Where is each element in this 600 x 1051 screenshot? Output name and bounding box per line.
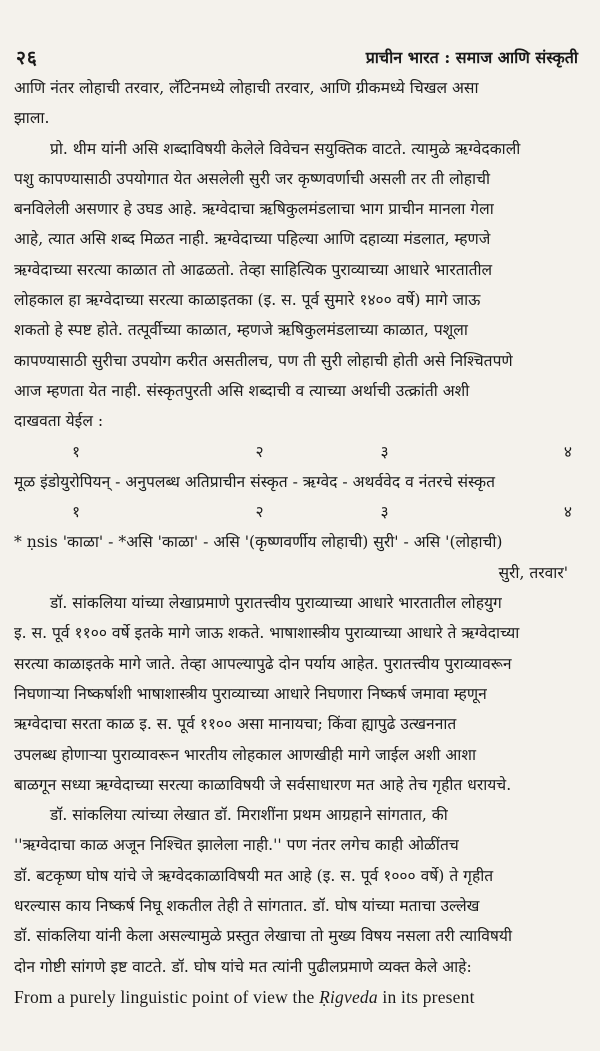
stage-number: १ xyxy=(72,503,81,522)
text-line: आज म्हणता येत नाही. संस्कृतपुरती असि शब्दाची व त्याच्या अर्थाची उत्क्रांती अशी xyxy=(14,381,470,400)
text-line: आहे, त्यात असि शब्द मिळत नाही. ऋग्वेदाच्या पहिल्या आणि दहाव्या मंडलात, म्हणजे xyxy=(14,230,491,249)
stage-number: १ xyxy=(72,442,81,461)
text-line: इ. स. पूर्व ११०० वर्षे इतके मागे जाऊ शकते. भाषाशास्त्रीय पुराव्याच्या आधारे ते ऋग्वेदाच्या xyxy=(14,624,520,643)
text-line: मूळ इंडोयुरोपियन् - अनुपलब्ध अतिप्राचीन संस्कृत - ऋग्वेद - अथर्ववेद व नंतरचे संस्कृत xyxy=(14,472,495,491)
text-line: * ṇsis 'काळा' - *असि 'काळा' - असि '(कृष्णवर्णीय लोहाची) सुरी' - असि '(लोहाची) xyxy=(14,533,503,552)
text-line: पशु कापण्यासाठी उपयोगात येत असलेली सुरी जर कृष्णवर्णाची असली तर ती लोहाची xyxy=(14,169,491,188)
text-line: ऋग्वेदाच्या सरत्या काळात तो आढळतो. तेव्हा साहित्यिक पुराव्याच्या आधारे भारतातील xyxy=(14,260,493,279)
stage-number: ४ xyxy=(563,442,572,461)
text-line: प्रो. थीम यांनी असि शब्दाविषयी केलेले विवेचन सयुक्तिक वाटते. त्यामुळे ऋग्वेदकाली xyxy=(50,139,521,158)
text-line: सुरी, तरवार' xyxy=(498,563,568,582)
text-line: डॉ. सांकलिया त्यांच्या लेखात डॉ. मिराशींना प्रथम आग्रहाने सांगतात, की xyxy=(50,806,448,825)
page-number: २६ xyxy=(16,47,38,69)
text-line: बनविलेली असणार हे उघड आहे. ऋग्वेदाचा ऋषिकुलमंडलाचा भाग प्राचीन मानला गेला xyxy=(14,200,494,219)
english-quote-line xyxy=(14,982,586,1012)
text-line: कापण्यासाठी सुरीचा उपयोग करीत असतीलच, पण ती सुरी लोहाची होती असे निश्चितपणे xyxy=(14,351,513,370)
stage-number: २ xyxy=(255,442,264,461)
stage-number: २ xyxy=(255,503,264,522)
text-line: ''ऋग्वेदाचा काळ अजून निश्चित झालेला नाही.'' पण नंतर लगेच काही ओळींतच xyxy=(14,836,459,855)
text-line: लोहकाल हा ऋग्वेदाच्या सरत्या काळाइतका (इ. स. पूर्व सुमारे १४०० वर्षे) मागे जाऊ xyxy=(14,291,481,310)
rigveda-italic: Ṛigveda xyxy=(319,986,378,1007)
text-line: आणि नंतर लोहाची तरवार, लॅटिनमध्ये लोहाची तरवार, आणि ग्रीकमध्ये चिखल असा xyxy=(14,79,479,97)
stage-number: ३ xyxy=(380,442,389,461)
stage-number: ४ xyxy=(563,503,572,522)
text-line: शकतो हे स्पष्ट होते. तत्पूर्वीच्या काळात, म्हणजे ऋषिकुलमंडलाच्या काळात, पशूला xyxy=(14,321,468,340)
quote-text: From a purely linguistic point of view the xyxy=(14,986,320,1007)
text-line: ऋग्वेदाचा सरता काळ इ. स. पूर्व ११०० असा मानायचा; किंवा ह्यापुढे उत्खननात xyxy=(14,715,457,734)
running-title: प्राचीन भारत : समाज आणि संस्कृती xyxy=(365,48,578,67)
text-line: डॉ. सांकलिया यांच्या लेखाप्रमाणे पुरातत्त्वीय पुराव्याच्या आधारे भारतातील लोहयुग xyxy=(50,594,502,613)
stage-numbers xyxy=(14,437,586,467)
quote-text: in its present xyxy=(377,986,475,1007)
text-line: सरत्या काळाइतके मागे जाते. तेव्हा आपल्यापुढे दोन पर्याय आहेत. पुरातत्त्वीय पुराव्यावरून xyxy=(14,654,512,673)
text-line: दाखवता येईल : xyxy=(14,412,104,431)
text-line: बाळगून सध्या ऋग्वेदाच्या सरत्या काळाविषयी जे सर्वसाधारण मत आहे तेच गृहीत धरायचे. xyxy=(14,775,512,794)
text-line: दोन गोष्टी सांगणे इष्ट वाटते. डॉ. घोष यांचे मत त्यांनी पुढीलप्रमाणे व्यक्त केले आहे: xyxy=(14,957,472,976)
stage-numbers xyxy=(14,497,586,527)
text-line: डॉ. बटकृष्ण घोष यांचे जे ऋग्वेदकाळाविषयी मत आहे (इ. स. पूर्व १००० वर्षे) ते गृहीत xyxy=(14,866,494,885)
text-line: उपलब्ध होणाऱ्या पुराव्यावरून भारतीय लोहकाल आणखीही मागे जाईल अशी आशा xyxy=(14,745,477,764)
page-header xyxy=(14,44,582,70)
body-text xyxy=(14,73,586,1012)
text-line: डॉ. सांकलिया यांनी केला असल्यामुळे प्रस्तुत लेखाचा तो मुख्य विषय नसला तरी त्याविषयी xyxy=(14,927,513,946)
text-line: झाला. xyxy=(14,109,50,128)
text-line: धरल्यास काय निष्कर्ष निघू शकतील तेही ते सांगतात. डॉ. घोष यांच्या मताचा उल्लेख xyxy=(14,897,480,916)
stage-number: ३ xyxy=(380,503,389,522)
text-line: निघणाऱ्या निष्कर्षाशी भाषाशास्त्रीय पुराव्याच्या आधारे निघणारा निष्कर्ष जमावा म्हणून xyxy=(14,684,487,703)
